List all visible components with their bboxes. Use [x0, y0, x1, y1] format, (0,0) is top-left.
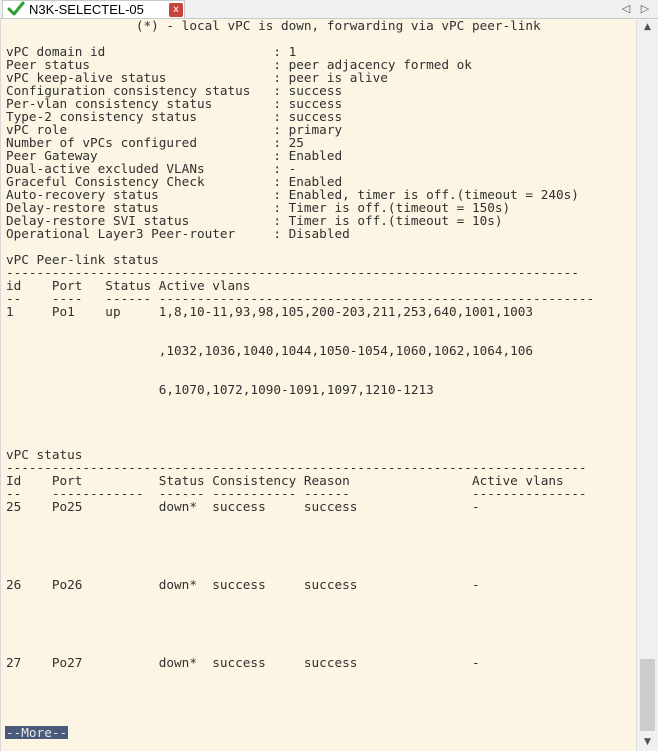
terminal-line: Operational Layer3 Peer-router : Disabled	[6, 226, 350, 241]
checkmark-icon	[7, 0, 25, 18]
next-tab-icon[interactable]: ▷	[640, 2, 650, 15]
terminal-output[interactable]	[0, 19, 636, 751]
terminal-line: Id Port Status Consistency Reason Active vlans	[6, 473, 564, 488]
terminal-line: Delay-restore status : Timer is off.(timeout = 150s)	[6, 200, 511, 215]
terminal-line: vPC keep-alive status : peer is alive	[6, 70, 388, 85]
terminal-line	[6, 357, 594, 370]
terminal-line: Graceful Consistency Check : Enabled	[6, 174, 343, 189]
terminal-line: ---------------------------------------------------------------------------	[6, 265, 579, 280]
terminal-line: 27 Po27 down* success success -	[6, 655, 480, 670]
terminal-line: ----------------------------------------------------------------------------	[6, 460, 587, 475]
scrollbar-thumb[interactable]	[640, 659, 655, 731]
terminal-line	[6, 318, 594, 331]
terminal-line: Delay-restore SVI status : Timer is off.(timeout = 10s)	[6, 213, 503, 228]
terminal-line	[6, 526, 594, 539]
terminal-line: Auto-recovery status : Enabled, timer is off.(timeout = 240s)	[6, 187, 579, 202]
terminal-line: Peer status : peer adjacency formed ok	[6, 57, 472, 72]
tab-title: N3K-SELECTEL-05	[29, 2, 144, 17]
terminal-line: -- ---- ------ ---------------------------------------------------------	[6, 291, 595, 306]
terminal-line	[6, 539, 594, 552]
terminal-line: vPC role : primary	[6, 122, 343, 137]
scroll-up-icon[interactable]: ▲	[644, 22, 651, 32]
terminal-line: 6,1070,1072,1090-1091,1097,1210-1213	[6, 382, 434, 397]
terminal-line: Type-2 consistency status : success	[6, 109, 343, 124]
more-prompt: --More--	[6, 725, 68, 740]
terminal-line: 25 Po25 down* success success -	[6, 499, 480, 514]
terminal-line: Dual-active excluded VLANs : -	[6, 161, 297, 176]
terminal-line: 1 Po1 up 1,8,10-11,93,98,105,200-203,211,253,640,1001,1003	[6, 304, 534, 319]
terminal-line	[6, 552, 594, 565]
tab-bar	[0, 0, 658, 19]
terminal-line: Number of vPCs configured : 25	[6, 135, 304, 150]
terminal-line	[6, 422, 594, 435]
terminal-line: Peer Gateway : Enabled	[6, 148, 343, 163]
terminal-line: -- ------------ ------ ----------- ------ ---------------	[6, 486, 587, 501]
terminal-line: (*) - local vPC is down, forwarding via vPC peer-link	[6, 19, 541, 33]
terminal-line	[6, 630, 594, 643]
terminal-line	[6, 604, 594, 617]
terminal-line: vPC domain id : 1	[6, 44, 297, 59]
terminal-line: ,1032,1036,1040,1044,1050-1054,1060,1062,1064,106	[6, 343, 534, 358]
terminal-line: Configuration consistency status : success	[6, 83, 343, 98]
close-tab-icon[interactable]: x	[169, 3, 183, 17]
terminal-line	[6, 591, 594, 604]
terminal-line: Per-vlan consistency status : success	[6, 96, 343, 111]
vertical-scrollbar[interactable]	[636, 19, 658, 751]
scroll-down-icon[interactable]: ▼	[644, 737, 651, 747]
terminal-line: vPC Peer-link status	[6, 252, 159, 267]
terminal-line	[6, 435, 594, 448]
terminal-line	[6, 396, 594, 409]
terminal-line	[6, 617, 594, 630]
session-tab[interactable]	[2, 0, 185, 18]
terminal-line	[6, 513, 594, 526]
previous-tab-icon[interactable]: ◁	[621, 2, 631, 15]
terminal-line: id Port Status Active vlans	[6, 278, 251, 293]
terminal-line: 26 Po26 down* success success -	[6, 577, 480, 592]
terminal-line	[6, 409, 594, 422]
terminal-text	[6, 19, 594, 669]
terminal-line: vPC status	[6, 447, 83, 462]
